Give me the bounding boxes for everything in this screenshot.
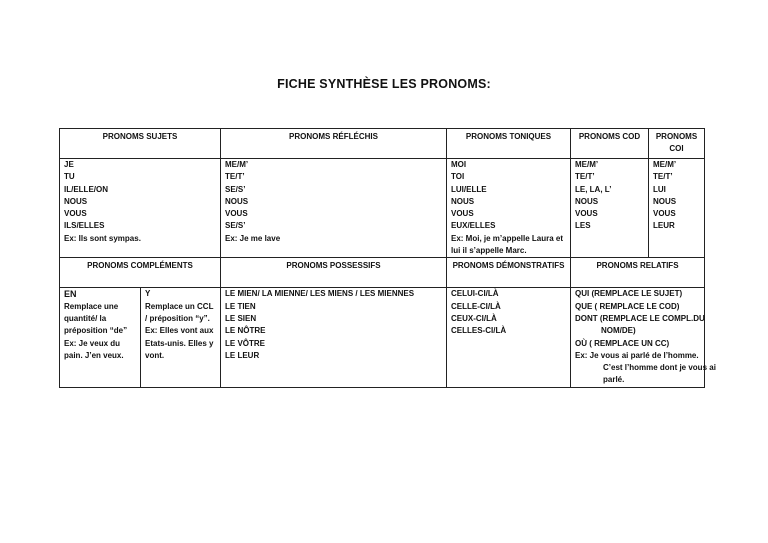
list-item: TU [64,172,75,182]
list-item: LUI [653,184,666,194]
document-title: FICHE SYNTHÈSE LES PRONOMS: [277,77,491,91]
example-text: Ex: Ils sont sympas. [64,233,141,243]
example-text: parlé. [603,375,625,385]
list-item: LE SIEN [225,313,257,323]
example-text: Ex: Je me lave [225,233,281,243]
example-text: Ex: Je vous ai parlé de l’homme. [575,350,699,360]
list-item: IL/ELLE/ON [64,184,108,194]
list-item: VOUS [64,209,87,219]
header-relatifs: PRONOMS RELATIFS [571,258,705,288]
cell-en [60,288,141,388]
header-complements: PRONOMS COMPLÉMENTS [60,258,221,288]
list-item: ME/M’ [575,160,599,169]
list-item: QUE ( REMPLACE LE COD) [575,301,680,311]
en-example: Ex: Je veux du pain. J’en veux. [64,338,124,360]
list-item: VOUS [653,209,676,219]
list-item-continuation: NOM/DE) [601,326,636,336]
list-item: LE TIEN [225,301,256,311]
list-item: NOUS [451,196,475,206]
list-item: MOI [451,160,467,169]
list-item: CELLE-CI/LÀ [451,301,501,311]
list-item: TOI [451,172,465,182]
pronouns-table [59,128,716,388]
header-sujets: PRONOMS SUJETS [60,129,221,159]
list-item: NOUS [225,196,249,206]
example-text: Ex: Moi, je m’appelle Laura et lui il s’appelle Marc. [451,233,564,256]
list-item: LUI/ELLE [451,184,487,194]
en-description: Remplace une quantité/ la préposition “de” [64,301,128,336]
list-item: SE/S’ [225,184,246,194]
list-item: TE/T’ [575,172,595,182]
cell-toniques [447,159,571,258]
list-item: VOUS [451,209,474,219]
header-reflechis: PRONOMS RÉFLÉCHIS [221,129,447,159]
cell-coi [649,159,705,258]
en-title: EN [64,289,77,300]
header-cod: PRONOMS COD [571,129,649,159]
header-row-1 [60,129,705,159]
list-item: CEUX-CI/LÀ [451,313,497,323]
header-coi: PRONOMS COI [649,129,705,159]
list-item: QUI (REMPLACE LE SUJET) [575,289,683,299]
list-item: JE [64,160,74,169]
list-item: CELUI-CI/LÀ [451,289,499,299]
list-item: VOUS [225,209,248,219]
list-item: ILS/ELLES [64,221,105,231]
header-toniques: PRONOMS TONIQUES [447,129,571,159]
list-item: SE/S’ [225,221,246,231]
content-row-1 [60,159,705,258]
y-title: Y [145,289,151,299]
y-description: Remplace un CCL / préposition “y”. [145,301,214,323]
list-item: NOUS [653,196,677,206]
cell-sujets [60,159,221,258]
list-item: ME/M’ [653,160,677,169]
list-item: NOUS [64,196,88,206]
list-item: LEUR [653,221,675,231]
list-item: LE NÔTRE [225,326,266,336]
list-item: EUX/ELLES [451,221,496,231]
list-item: ME/M’ [225,160,249,169]
header-possessifs: PRONOMS POSSESSIFS [221,258,447,288]
list-item: LES [575,221,591,231]
header-row-2 [60,258,705,288]
cell-reflechis [221,159,447,258]
list-item: NOUS [575,196,599,206]
list-item: DONT (REMPLACE LE COMPL.DU [575,313,705,323]
list-item: TE/T’ [653,172,673,182]
header-demonstratifs: PRONOMS DÉMONSTRATIFS [447,258,571,288]
list-item: LE LEUR [225,350,260,360]
list-item: LE, LA, L’ [575,184,612,194]
list-item: OÙ ( REMPLACE UN CC) [575,338,670,348]
list-item: TE/T’ [225,172,245,182]
list-item: CELLES-CI/LÀ [451,326,507,336]
content-row-2 [60,288,705,388]
list-item: VOUS [575,209,598,219]
y-example: Ex: Elles vont aux Etats-unis. Elles y vont. [145,326,214,360]
cell-cod [571,159,649,258]
list-item: LE MIEN/ LA MIENNE/ LES MIENS / LES MIENNES [225,289,415,299]
cell-relatifs [571,288,716,388]
cell-y [141,288,221,388]
example-text: C’est l’homme dont je vous ai [603,363,716,373]
list-item: LE VÔTRE [225,338,266,348]
cell-demonstratifs [447,288,571,388]
cell-possessifs [221,288,447,388]
